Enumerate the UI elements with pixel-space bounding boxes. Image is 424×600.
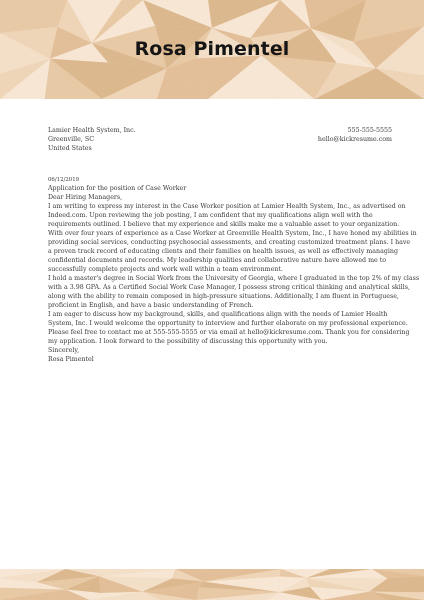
sender-contact	[318, 126, 392, 144]
paragraph-line: I am eager to discuss how my background, skills, and qualifications align with the needs of Lamier Health	[48, 311, 388, 318]
paragraph-intro	[48, 202, 406, 229]
paragraph-line: successfully complete projects and work well within a team environment.	[48, 266, 283, 273]
contact-email: hello@kickresume.com	[317, 136, 392, 143]
paragraph-experience	[48, 229, 417, 274]
letter-greeting: Dear Hiring Managers,	[48, 194, 123, 201]
letter-subject: Application for the position of Case Worker	[48, 185, 187, 192]
letter-body	[48, 176, 420, 364]
recipient-company: Lamier Health System, Inc.	[48, 127, 136, 134]
paragraph-line: System, Inc. I would welcome the opportunity to interview and further elaborate on my professional experience.	[48, 320, 408, 327]
recipient-address	[48, 126, 136, 153]
contact-phone: 555-555-5555	[347, 127, 392, 134]
footer-banner	[0, 569, 424, 600]
paragraph-closing-request	[48, 310, 410, 346]
paragraph-line: with a 3.98 GPA. As a Certified Social Work Case Manager, I possess strong critical thinking and analytical skills,	[48, 284, 411, 291]
paragraph-line: proficient in English, and have a basic understanding of French.	[48, 302, 254, 309]
paragraph-line: along with the ability to remain composed in high-pressure situations. Additionally, I am fluent in Portuguese,	[48, 293, 399, 300]
paragraph-line: Please feel free to contact me at 555-555-5555 or via email at hello@kickresume.com. Thank you for considering	[48, 329, 410, 336]
paragraph-education	[48, 274, 420, 310]
paragraph-line: With over four years of experience as a Case Worker at Greenville Health System, Inc., I have honed my abilities in	[48, 230, 417, 237]
paragraph-line: my application. I look forward to the possibility of discussing this opportunity with you.	[48, 338, 328, 345]
header-banner	[0, 0, 424, 99]
paragraph-line: requirements outlined. I believe that my experience and skills make me a valuable asset to your organization.	[48, 221, 400, 228]
applicant-name: Rosa Pimentel	[134, 38, 290, 60]
paragraph-line: Indeed.com. Upon reviewing the job posting, I am confident that my qualifications align well with the	[48, 212, 373, 219]
paragraph-line: confidential documents and records. My leadership qualities and collaborative nature have allowed me to	[48, 257, 387, 264]
paragraph-line: providing social services, conducting psychosocial assessments, and creating customized treatment plans. I have	[48, 239, 411, 246]
footer-pattern	[0, 569, 424, 600]
paragraph-line: a proven track record of educating clients and their families on health issues, as well as effectively managing	[48, 248, 398, 255]
paragraph-line: I hold a master's degree in Social Work from the University of Georgia, where I graduated in the top 2% of my class	[48, 275, 420, 282]
recipient-city: Greenville, SC	[48, 136, 95, 143]
signature-name: Rosa Pimentel	[48, 356, 94, 363]
recipient-country: United States	[48, 145, 92, 152]
letter-date: 06/12/2019	[48, 177, 80, 183]
letter-closing: Sincerely,	[48, 347, 80, 354]
paragraph-line: I am writing to express my interest in the Case Worker position at Lamier Health System, Inc., as advertised on	[48, 203, 406, 210]
